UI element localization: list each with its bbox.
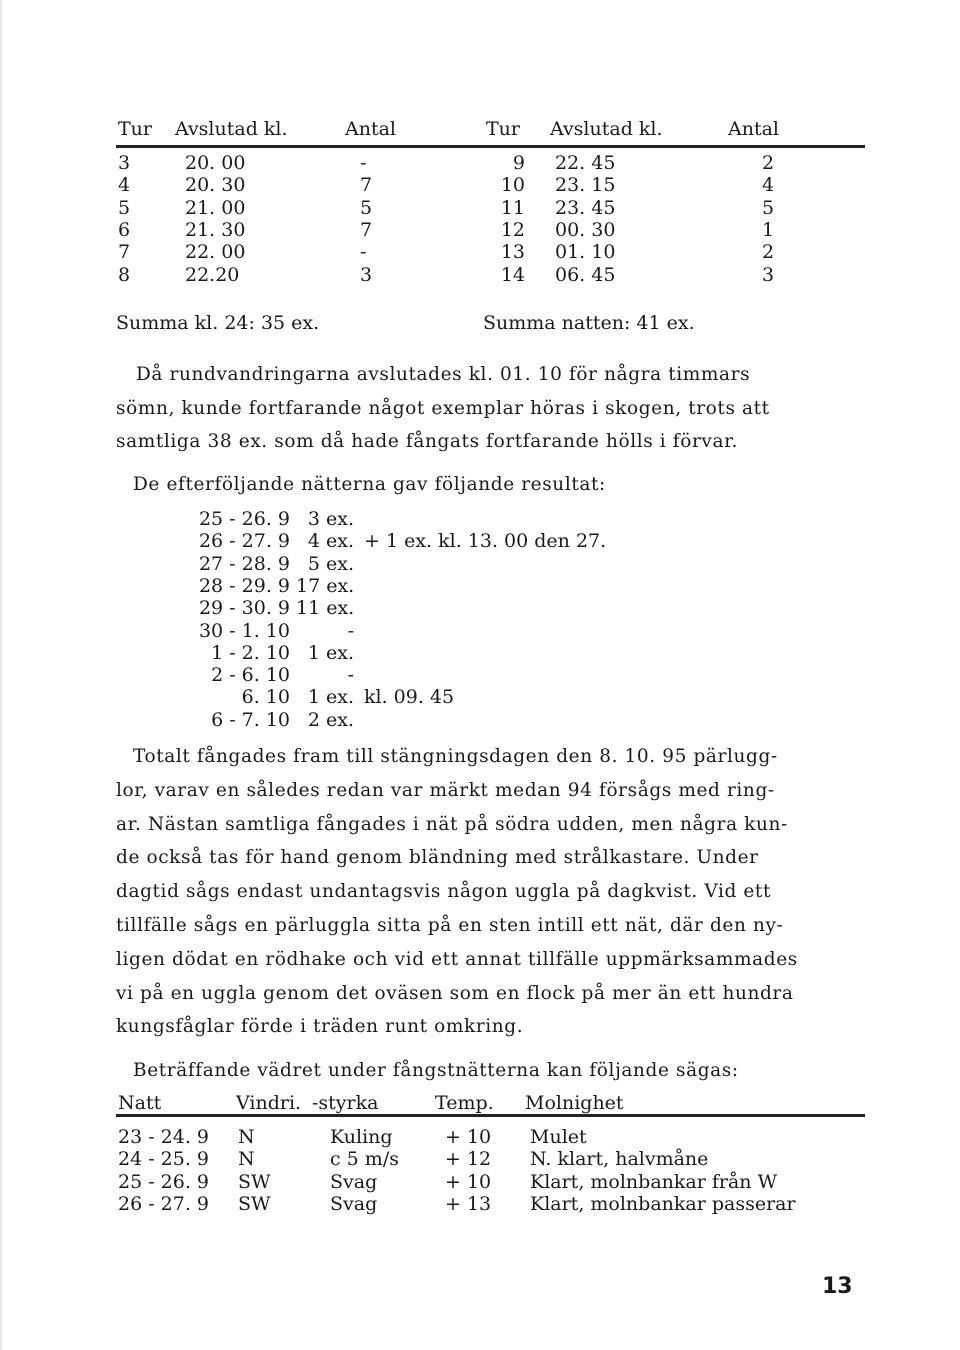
table1-cell: 7 xyxy=(360,218,373,241)
table2-cell: Svag xyxy=(330,1170,378,1193)
table1-cell: 6 xyxy=(118,218,131,241)
result-date: 27 - 28. 9 xyxy=(198,552,290,575)
table2-cell: Svag xyxy=(330,1192,378,1215)
result-date: 2 - 6. 10 xyxy=(211,664,290,687)
table2-cell: 24 - 25. 9 xyxy=(118,1148,210,1171)
page-number: 13 xyxy=(822,1274,853,1299)
paragraph2-line: ar. Nästan samtliga fångades i nät på södra udden, men några kun- xyxy=(116,813,788,835)
table1-cell: 9 xyxy=(512,152,525,174)
result-date: 26 - 27. 9 xyxy=(198,530,290,553)
table1-cell: 12 xyxy=(500,218,525,241)
table2-cell: N. klart, halvmåne xyxy=(530,1148,709,1171)
result-date: 29 - 30. 9 xyxy=(198,597,290,620)
result-date: 6 - 7. 10 xyxy=(211,708,290,731)
table1-cell: 22.20 xyxy=(185,263,240,286)
table1-cell: 06. 45 xyxy=(555,263,616,286)
table1-cell: 23. 45 xyxy=(555,196,616,219)
table1-cell: 2 xyxy=(762,241,775,264)
table1-cell: 23. 15 xyxy=(555,174,616,197)
result-count: 1 ex. xyxy=(307,641,354,664)
table2-cell: N xyxy=(238,1148,255,1171)
table2-cell: c 5 m/s xyxy=(330,1148,399,1171)
table1-cell: 4 xyxy=(762,174,775,197)
result-count: 3 ex. xyxy=(307,508,354,530)
paragraph2-line: dagtid sågs endast undantagsvis någon uggla på dagkvist. Vid ett xyxy=(116,881,772,903)
result-count: 1 ex. xyxy=(307,686,354,709)
table1-cell: 5 xyxy=(118,196,131,219)
table2-cell: Klart, molnbankar från W xyxy=(530,1170,778,1193)
table1-header-cell: Tur xyxy=(118,118,152,140)
table1-header-cell: Tur xyxy=(486,118,520,140)
result-note: + 1 ex. kl. 13. 00 den 27. xyxy=(364,530,607,553)
table1-header-cell: Avslutad kl. xyxy=(175,118,288,140)
table1-cell: 11 xyxy=(500,196,525,219)
table1-cell: 21. 00 xyxy=(185,196,246,219)
table2-cell: + 12 xyxy=(445,1148,492,1171)
table1-cell: 7 xyxy=(360,174,373,197)
result-count: 5 ex. xyxy=(307,552,354,575)
table1-cell: 20. 30 xyxy=(185,174,246,197)
table2-cell: + 13 xyxy=(445,1192,492,1215)
result-count: 11 ex. xyxy=(296,597,355,620)
result-count: 4 ex. xyxy=(307,530,354,553)
table1-cell: 22. 45 xyxy=(555,152,616,174)
table2-cell: 23 - 24. 9 xyxy=(118,1126,210,1148)
table1-cell: 3 xyxy=(762,263,775,286)
paragraph2-line: de också tas för hand genom bländning med strålkastare. Under xyxy=(116,847,759,869)
result-count: - xyxy=(347,619,354,642)
table2-header-cell: -styrka xyxy=(312,1092,379,1114)
summary-left: Summa kl. 24: 35 ex. xyxy=(116,312,320,334)
table1-cell: 8 xyxy=(118,263,131,286)
paragraph1-line: sömn, kunde fortfarande något exemplar höras i skogen, trots att xyxy=(116,398,770,419)
table2-cell: Klart, molnbankar passerar xyxy=(530,1192,796,1215)
paragraph2-line: lor, varav en således redan var märkt medan 94 försågs med ring- xyxy=(116,779,775,801)
table1-cell: 00. 30 xyxy=(555,218,616,241)
result-note: kl. 09. 45 xyxy=(364,686,455,709)
table1-cell: 20. 00 xyxy=(185,152,246,174)
table2-cell: SW xyxy=(238,1170,271,1193)
table2-cell: SW xyxy=(238,1192,271,1215)
paragraph2-line: tillfälle sågs en pärluggla sitta på en sten intill ett nät, där den ny- xyxy=(116,915,784,936)
table1-cell: 10 xyxy=(500,174,525,197)
paragraph1-line: samtliga 38 ex. som då hade fångats fortfarande hölls i förvar. xyxy=(116,431,739,452)
paragraph1-line: Då rundvandringarna avslutades kl. 01. 10 för några timmars xyxy=(136,364,751,385)
paragraph2-line: kungsfåglar förde i träden runt omkring. xyxy=(116,1016,524,1038)
table1-cell: 5 xyxy=(762,196,775,219)
table1-cell: 14 xyxy=(500,263,525,286)
table1-cell: 3 xyxy=(360,263,373,286)
table2-cell: + 10 xyxy=(445,1170,492,1193)
paragraph2-line: ligen dödat en rödhake och vid ett annat tillfälle uppmärksammades xyxy=(116,948,798,970)
table1-cell: 01. 10 xyxy=(555,241,616,264)
results-intro: De efterföljande nätterna gav följande resultat: xyxy=(133,474,606,495)
table2-header-cell: Vindri. xyxy=(236,1092,302,1114)
table2-rule xyxy=(116,1114,865,1117)
result-date: 28 - 29. 9 xyxy=(198,574,290,597)
result-date: 6. 10 xyxy=(241,686,290,709)
page-edge xyxy=(0,0,2,1350)
table1-cell: 2 xyxy=(762,152,775,174)
table2-cell: + 10 xyxy=(445,1126,492,1148)
paragraph2-line: Totalt fångades fram till stängningsdagen den 8. 10. 95 pärlugg- xyxy=(133,746,778,767)
table1-cell: 4 xyxy=(118,174,131,197)
table1-header-cell: Avslutad kl. xyxy=(550,118,663,140)
table1-header-cell: Antal xyxy=(728,118,779,140)
table1-cell: 3 xyxy=(118,152,131,174)
table2-cell: Kuling xyxy=(330,1126,393,1148)
table2-cell: Mulet xyxy=(530,1126,587,1148)
table1-header-cell: Antal xyxy=(345,118,396,140)
result-count: - xyxy=(347,664,354,687)
table1-cell: 13 xyxy=(500,241,525,264)
table2-header-cell: Molnighet xyxy=(525,1092,624,1114)
table1-cell: 7 xyxy=(118,241,131,264)
table1-cell: 21. 30 xyxy=(185,218,246,241)
table1-cell: - xyxy=(360,241,367,264)
table2-header-cell: Natt xyxy=(118,1092,162,1114)
table1-cell: 1 xyxy=(762,218,775,241)
table1-cell: - xyxy=(360,152,367,174)
paragraph2-line: vi på en uggla genom det oväsen som en flock på mer än ett hundra xyxy=(116,982,794,1004)
result-date: 1 - 2. 10 xyxy=(211,641,290,664)
summary-right: Summa natten: 41 ex. xyxy=(483,312,695,334)
result-count: 2 ex. xyxy=(307,708,354,731)
weather-intro: Beträffande vädret under fångstnätterna kan följande sägas: xyxy=(133,1060,739,1081)
result-date: 25 - 26. 9 xyxy=(198,508,290,530)
table1-rule xyxy=(116,145,865,148)
table2-cell: 25 - 26. 9 xyxy=(118,1170,210,1193)
table2-cell: N xyxy=(238,1126,255,1148)
result-date: 30 - 1. 10 xyxy=(198,619,290,642)
table2-header-cell: Temp. xyxy=(435,1092,494,1114)
table1-cell: 22. 00 xyxy=(185,241,246,264)
result-count: 17 ex. xyxy=(296,574,355,597)
table2-cell: 26 - 27. 9 xyxy=(118,1192,210,1215)
table1-cell: 5 xyxy=(360,196,373,219)
